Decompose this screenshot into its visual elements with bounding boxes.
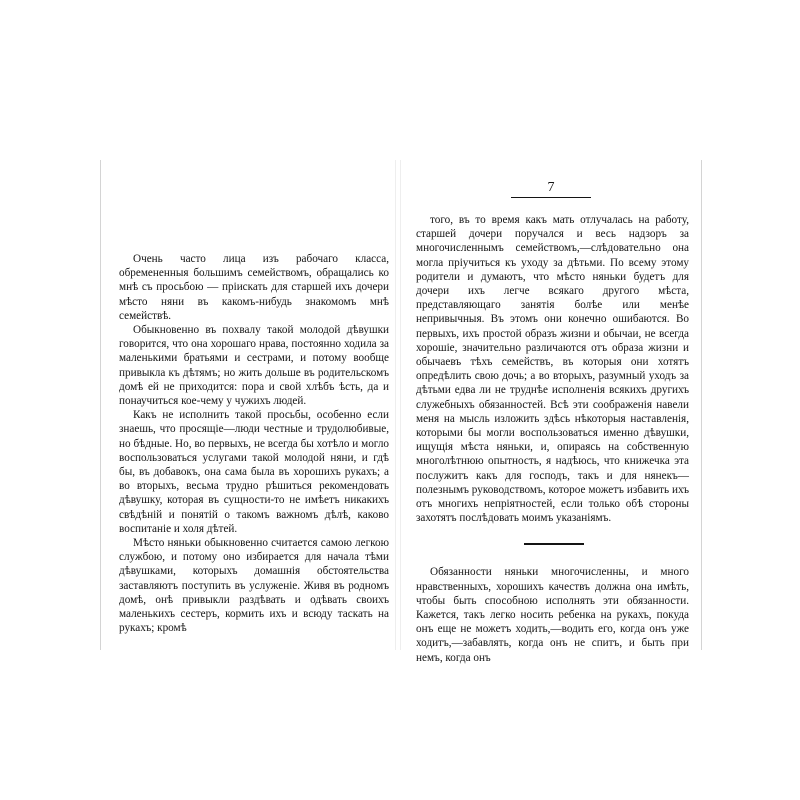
separator-rule [524,543,584,545]
paragraph: Обыкновенно въ похвалу такой молодой дѣвушки говорится, что она хорошаго нрава, постоянно ходила за маленькими братьями и сестрами, и потому вообще привыкла къ дѣтямъ; но жить дольше въ родительскомъ домѣ ей не приходится: пора и свой хлѣбъ ѣсть, да и понаучиться кое-чему у чужихъ людей. [119,324,389,408]
paragraph: Обязанности няньки многочисленны, и много нравственныхъ, хорошихъ качествъ должна она имѣть, чтобы быть способною исполнять эти обязанности. Кажется, такъ легко носить ребенка на рукахъ, покуда онъ еще не можетъ ходить,—водить его, когда онъ уже ходитъ,—забавлять, когда онъ не спитъ, и быть при немъ, когда онъ [416,566,689,664]
section-separator [416,525,689,565]
page-number: 7 [547,180,555,195]
paragraph: того, въ то время какъ мать отлучалась на работу, старшей дочери поручался и весь надзоръ за многочисленнымъ семействомъ,—слѣдовательно она могла пріучиться къ уходу за дѣтьми. По всему этому родители и думаютъ, что мѣсто няньки будетъ для дочери ихъ легче всякаго другого мѣста, представляющаго занятія болѣе или менѣе непривычныя. Въ этомъ они конечно ошибаются. Во первыхъ, ихъ простой образъ жизни и обычаи, не всегда хорошіе, значительно различаются отъ образа жизни и обычаевъ тѣхъ семействъ, въ которыя они хотятъ опредѣлить свою дочь; а во вторыхъ, разумный уходъ за дѣтьми едва ли не труднѣе исполненія всякихъ другихъ служебныхъ обязанностей. Всѣ эти соображенія навели меня на мысль изложить здѣсь нѣкоторыя наставленія, которыми бы могли воспользоваться именно дѣвушки, ищущія мѣста няньки, и, опираясь на собственную многолѣтнюю опытность, я надѣюсь, что книжечка эта послужитъ какъ для господъ, такъ и для нянекъ—полезнымъ руководствомъ, которое можетъ избавить ихъ отъ многихъ непріятностей, если только обѣ стороны захотятъ послѣдовать моимъ указаніямъ. [416,214,689,525]
right-page [400,160,702,664]
left-page [100,160,396,650]
paragraph: Мѣсто няньки обыкновенно считается самою легкою службою, и потому оно избирается для начала тѣми дѣвушками, которыхъ домашнія обстоятельства заставляютъ поступить въ услуженіе. Живя въ родномъ домѣ, онѣ привыкли раздѣвать и одѣвать своихъ маленькихъ сестеръ, кормить ихъ и всюду таскать на рукахъ; кромѣ [119,537,389,635]
right-page-text [416,213,689,665]
left-page-text [119,252,389,635]
paragraph: Очень часто лица изъ рабочаго класса, обремененныя большимъ семействомъ, обращались ко мнѣ съ просьбою — пріискать для старшей ихъ дочери мѣсто няни въ какомъ-нибудь знакомомъ мнѣ семействѣ. [119,253,389,322]
paragraph: Какъ не исполнить такой просьбы, особенно если знаешь, что просящіе—люди честные и трудолюбивые, но бѣдные. Но, во первыхъ, не всегда бы хотѣло и могло воспользоваться услугами такой молодой няни, и гдѣ бы, въ добавокъ, она сама была въ хорошихъ рукахъ; а во вторыхъ, весьма трудно рѣшиться рекомендовать дѣвушку, которая въ сущности-то не имѣетъ никакихъ свѣдѣній и понятій о такомъ важномъ дѣлѣ, каково воспитаніе и холя дѣтей. [119,409,389,535]
page-number-rule [511,197,591,198]
